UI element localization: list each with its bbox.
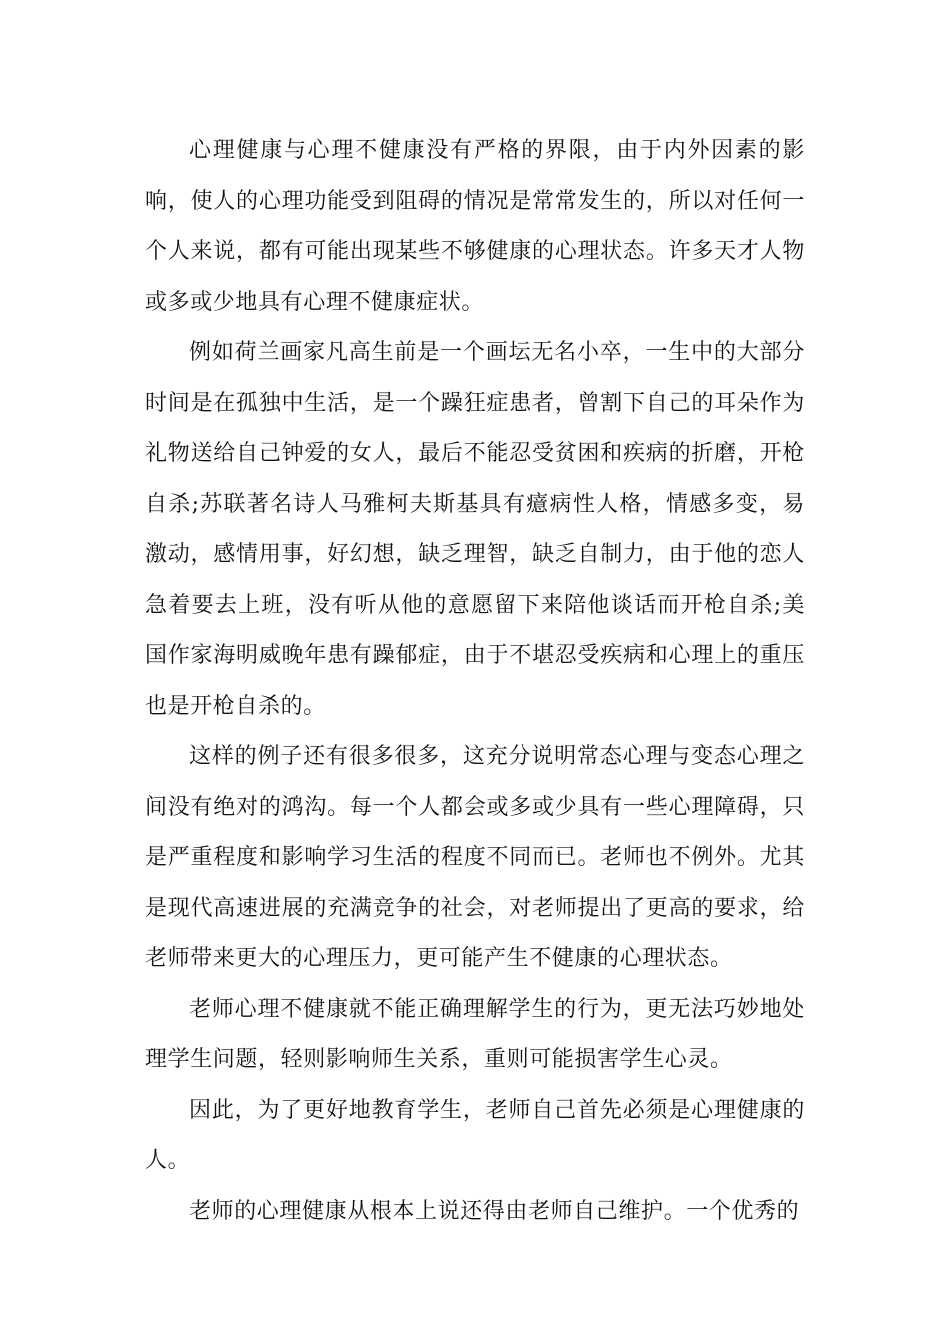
paragraph-4: 老师心理不健康就不能正确理解学生的行为，更无法巧妙地处理学生问题，轻则影响师生关系，重则可能损害学生心灵。 [145, 996, 805, 1072]
paragraph-1: 心理健康与心理不健康没有严格的界限，由于内外因素的影响，使人的心理功能受到阻碍的情况是常常发生的，所以对任何一个人来说，都有可能出现某些不够健康的心理状态。许多天才人物或多或少地具有心理不健康症状。 [145, 138, 805, 315]
paragraph-5: 因此，为了更好地教育学生，老师自己首先必须是心理健康的人。 [145, 1097, 805, 1173]
paragraph-3: 这样的例子还有很多很多，这充分说明常态心理与变态心理之间没有绝对的鸿沟。每一个人都会或多或少具有一些心理障碍，只是严重程度和影响学习生活的程度不同而已。老师也不例外。尤其是现代高速进展的充满竞争的社会，对老师提出了更高的要求，给老师带来更大的心理压力，更可能产生不健康的心理状态。 [145, 744, 805, 971]
document-body [145, 126, 805, 1237]
paragraph-2: 例如荷兰画家凡高生前是一个画坛无名小卒，一生中的大部分时间是在孤独中生活，是一个躁狂症患者，曾割下自己的耳朵作为礼物送给自己钟爱的女人，最后不能忍受贫困和疾病的折磨，开枪自杀;苏联著名诗人马雅柯夫斯基具有癔病性人格，情感多变，易激动，感情用事，好幻想，缺乏理智，缺乏自制力，由于他的恋人急着要去上班，没有听从他的意愿留下来陪他谈话而开枪自杀;美国作家海明威晚年患有躁郁症，由于不堪忍受疾病和心理上的重压也是开枪自杀的。 [145, 340, 805, 719]
paragraph-6: 老师的心理健康从根本上说还得由老师自己维护。一个优秀的 [189, 1198, 800, 1224]
